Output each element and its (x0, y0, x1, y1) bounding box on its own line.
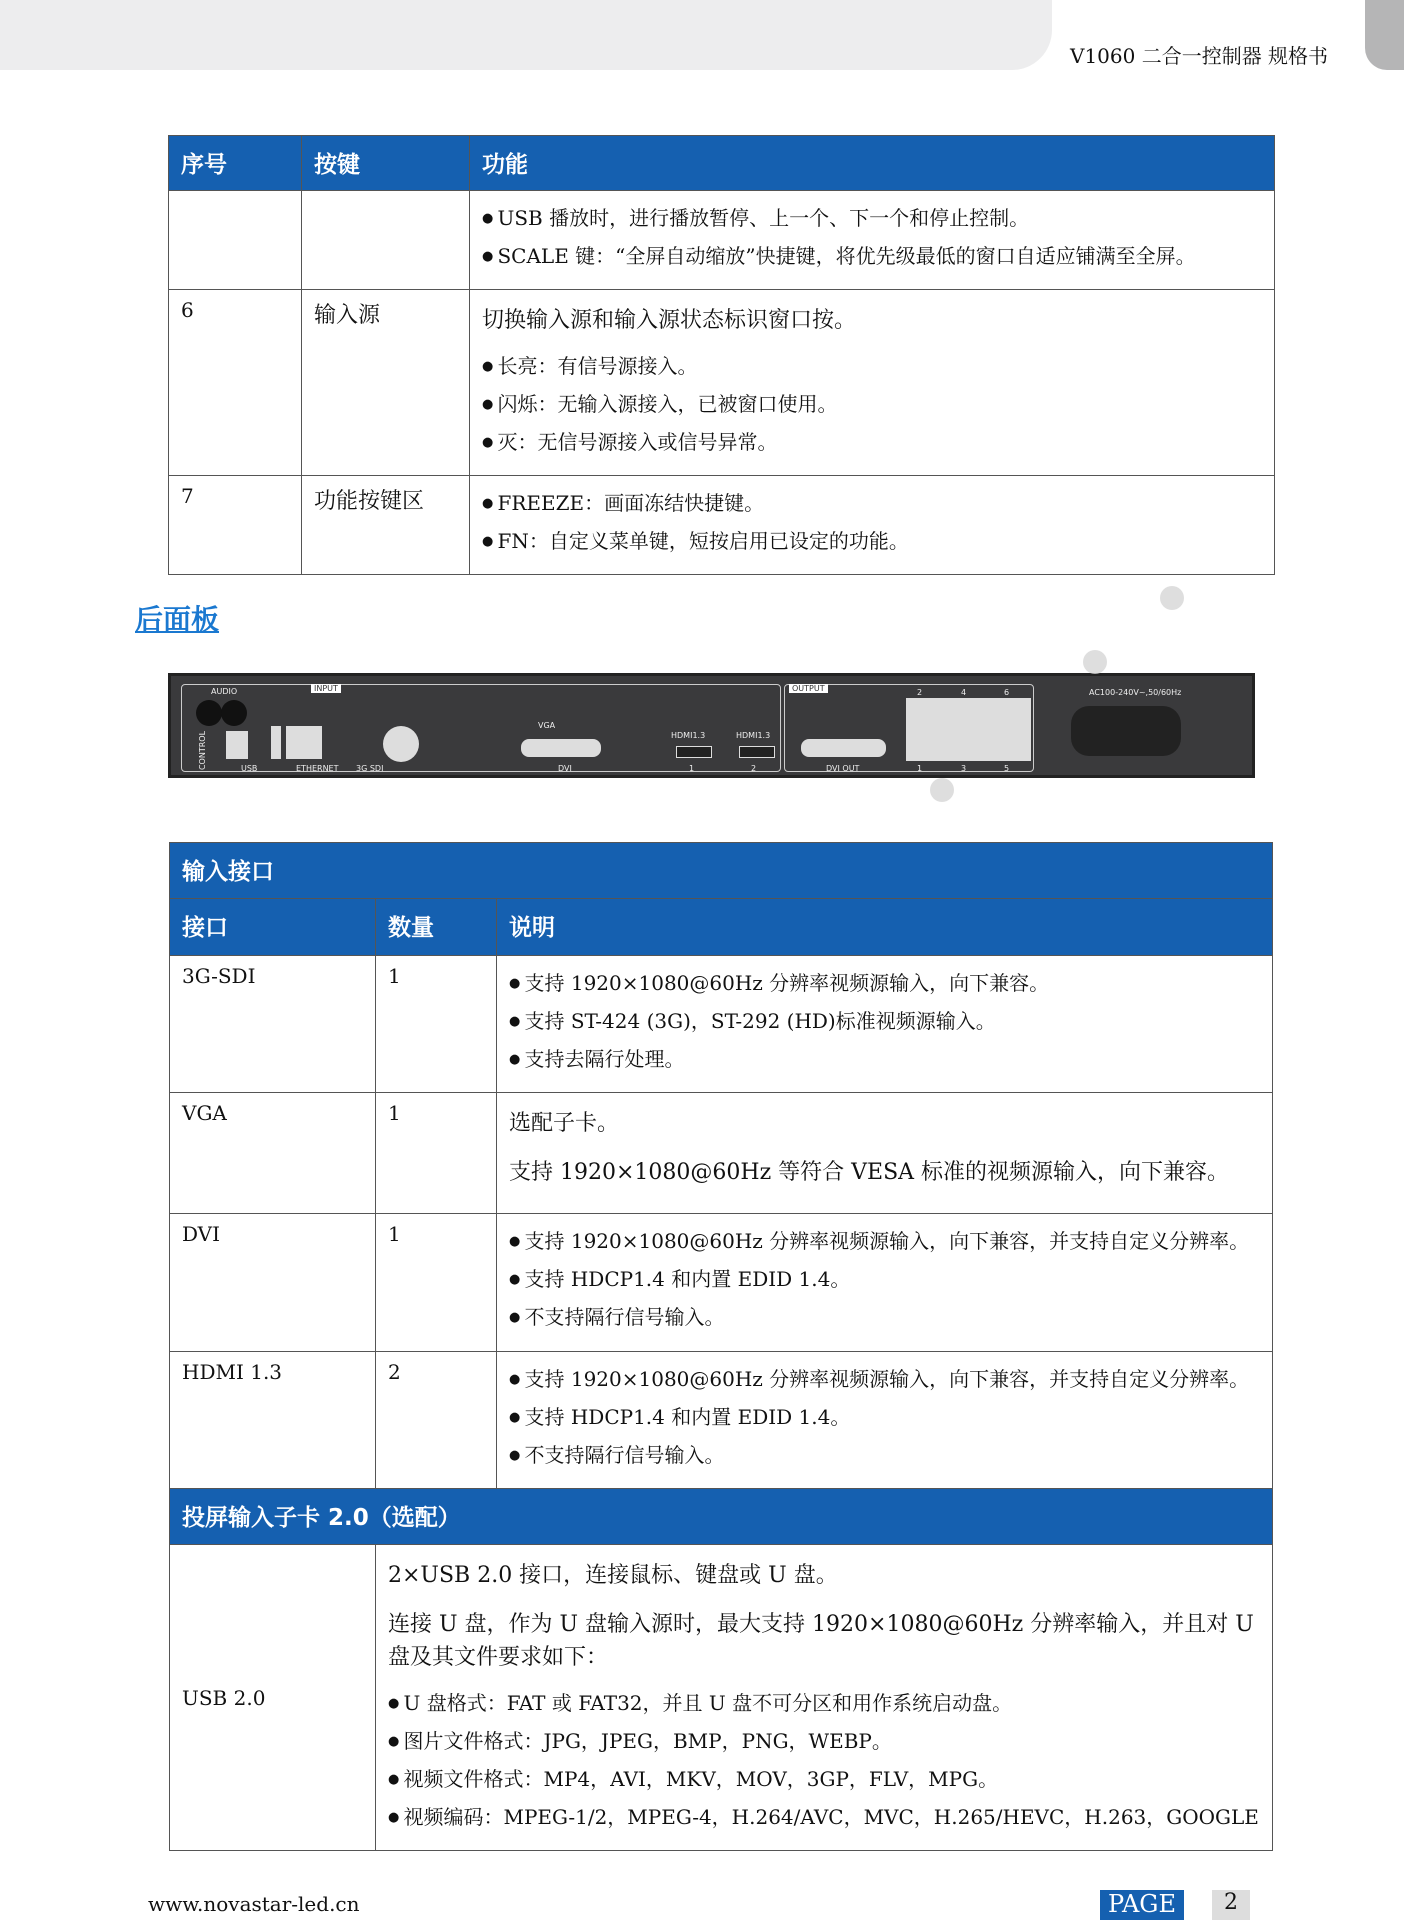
label-2: 2 (751, 764, 757, 773)
table-row (170, 1214, 1273, 1352)
footer-url: www.novastar-led.cn (148, 1892, 360, 1916)
label-usb: USB (241, 764, 258, 773)
label-vga: VGA (538, 721, 556, 730)
label-ethernet: ETHERNET (296, 764, 339, 773)
cell: 6 (169, 290, 302, 476)
paragraph: 连接 U 盘，作为 U 盘输入源时，最大支持 1920×1080@60Hz 分辨率输入，并且对 U 盘及其文件要求如下： (388, 1612, 1254, 1670)
label-power: AC100-240V~,50/60Hz (1089, 688, 1182, 697)
label-dvi-out: DVI OUT (826, 764, 860, 773)
bullet: ● 灭：无信号源接入或信号异常。 (482, 429, 1262, 455)
cell: 7 (169, 476, 302, 575)
col-header: 说明 (497, 899, 1273, 956)
cell: USB 2.0 (170, 1545, 376, 1851)
bullet: ● 支持 1920×1080@60Hz 分辨率视频源输入，向下兼容。 (509, 970, 1260, 996)
bullet: ● 不支持隔行信号输入。 (509, 1442, 1260, 1468)
label-3g-sdi: 3G SDI (356, 764, 384, 773)
label: 1 (917, 764, 923, 773)
bullet: ● 支持去隔行处理。 (509, 1046, 1260, 1072)
table-row (169, 476, 1275, 575)
bullet: ● 闪烁：无输入源接入，已被窗口使用。 (482, 391, 1262, 417)
label: 4 (961, 688, 967, 697)
cell: 输入源 (302, 290, 470, 476)
label-control: CONTROL (198, 730, 208, 771)
bullet: ● U 盘格式：FAT 或 FAT32，并且 U 盘不可分区和用作系统启动盘。 (388, 1690, 1260, 1716)
bullet: ● FN：自定义菜单键，短按启用已设定的功能。 (482, 528, 1262, 554)
cell: DVI (170, 1214, 376, 1352)
ethernet-port (286, 726, 322, 759)
col-header: 功能 (470, 136, 1275, 191)
cell: 2 (376, 1352, 497, 1489)
bullet: ● 支持 ST-424 (3G)，ST-292 (HD)标准视频源输入。 (509, 1008, 1260, 1034)
col-header: 数量 (376, 899, 497, 956)
table-row (170, 956, 1273, 1093)
label: 6 (1004, 688, 1010, 697)
label-input: INPUT (311, 684, 341, 693)
label-hdmi2: HDMI1.3 (736, 731, 771, 740)
subsection-title: 投屏输入子卡 2.0（选配） (170, 1489, 1273, 1545)
label: 2 (917, 688, 923, 697)
audio-jack (221, 700, 247, 726)
bullet: ● FREEZE：画面冻结快捷键。 (482, 490, 1262, 516)
bullet: ● 视频文件格式：MP4，AVI，MKV，MOV，3GP，FLV，MPG。 (388, 1766, 1260, 1792)
scan-dot (1160, 586, 1184, 610)
document-title: V1060 二合一控制器 规格书 (1070, 44, 1329, 68)
cell: HDMI 1.3 (170, 1352, 376, 1489)
label-audio: AUDIO (211, 687, 238, 696)
usb-a-port (271, 726, 281, 759)
ethernet-output-ports (906, 698, 1031, 761)
hdmi-port (676, 746, 712, 758)
section-title-rear-panel: 后面板 (135, 603, 220, 636)
table-row (170, 1352, 1273, 1489)
power-socket (1071, 706, 1181, 756)
cell: 3G-SDI (170, 956, 376, 1093)
bullet: ● 长亮：有信号源接入。 (482, 353, 1262, 379)
usb-b-port (226, 731, 248, 759)
label-output: OUTPUT (789, 684, 828, 693)
bullet: ● 支持 HDCP1.4 和内置 EDID 1.4。 (509, 1404, 1260, 1430)
input-ports-table (169, 842, 1273, 1851)
label-dvi: DVI (558, 764, 572, 773)
paragraph: 切换输入源和输入源状态标识窗口按。 (482, 308, 857, 333)
scan-dot (930, 778, 954, 802)
table-row (170, 1545, 1273, 1851)
table-row (170, 1093, 1273, 1214)
paragraph: 支持 1920×1080@60Hz 等符合 VESA 标准的视频源输入，向下兼容。 (509, 1160, 1230, 1185)
table-title: 输入接口 (170, 843, 1273, 899)
cell: VGA (170, 1093, 376, 1214)
paragraph: 2×USB 2.0 接口，连接鼠标、键盘或 U 盘。 (388, 1563, 838, 1588)
hdmi-port (739, 746, 775, 758)
table-row (169, 191, 1275, 290)
header-band (0, 0, 1052, 70)
header-tab (1365, 0, 1404, 70)
cell (169, 191, 302, 290)
cell: 1 (376, 956, 497, 1093)
bullet: ● 支持 1920×1080@60Hz 分辨率视频源输入，向下兼容，并支持自定义分辨率。 (509, 1366, 1260, 1392)
table-row (169, 290, 1275, 476)
col-header: 按键 (302, 136, 470, 191)
bullet: ● 视频编码：MPEG-1/2，MPEG-4，H.264/AVC，MVC，H.265/HEVC，H.263，GOOGLE (388, 1804, 1260, 1830)
bullet: ● 不支持隔行信号输入。 (509, 1304, 1260, 1330)
sdi-port (383, 726, 419, 762)
label: 3 (961, 764, 967, 773)
page-label: PAGE (1100, 1890, 1184, 1920)
page-number: 2 (1212, 1890, 1250, 1920)
dvi-out-port (801, 739, 886, 757)
cell: 1 (376, 1093, 497, 1214)
buttons-table (168, 135, 1275, 575)
scan-dot (1083, 650, 1107, 674)
bullet: ● 图片文件格式：JPG，JPEG，BMP，PNG，WEBP。 (388, 1728, 1260, 1754)
dvi-port (521, 739, 601, 757)
bullet: ● 支持 HDCP1.4 和内置 EDID 1.4。 (509, 1266, 1260, 1292)
cell: 1 (376, 1214, 497, 1352)
col-header: 序号 (169, 136, 302, 191)
label: 5 (1004, 764, 1010, 773)
paragraph: 选配子卡。 (509, 1111, 620, 1136)
bullet: ● SCALE 键：“全屏自动缩放”快捷键，将优先级最低的窗口自适应铺满至全屏。 (482, 243, 1262, 269)
label-hdmi1: HDMI1.3 (671, 731, 706, 740)
bullet: ● 支持 1920×1080@60Hz 分辨率视频源输入，向下兼容，并支持自定义分辨率。 (509, 1228, 1260, 1254)
cell (302, 191, 470, 290)
col-header: 接口 (170, 899, 376, 956)
cell: 功能按键区 (302, 476, 470, 575)
audio-jack (196, 700, 222, 726)
label-1: 1 (689, 764, 695, 773)
bullet: ● USB 播放时，进行播放暂停、上一个、下一个和停止控制。 (482, 205, 1262, 231)
rear-panel-image (168, 673, 1255, 778)
